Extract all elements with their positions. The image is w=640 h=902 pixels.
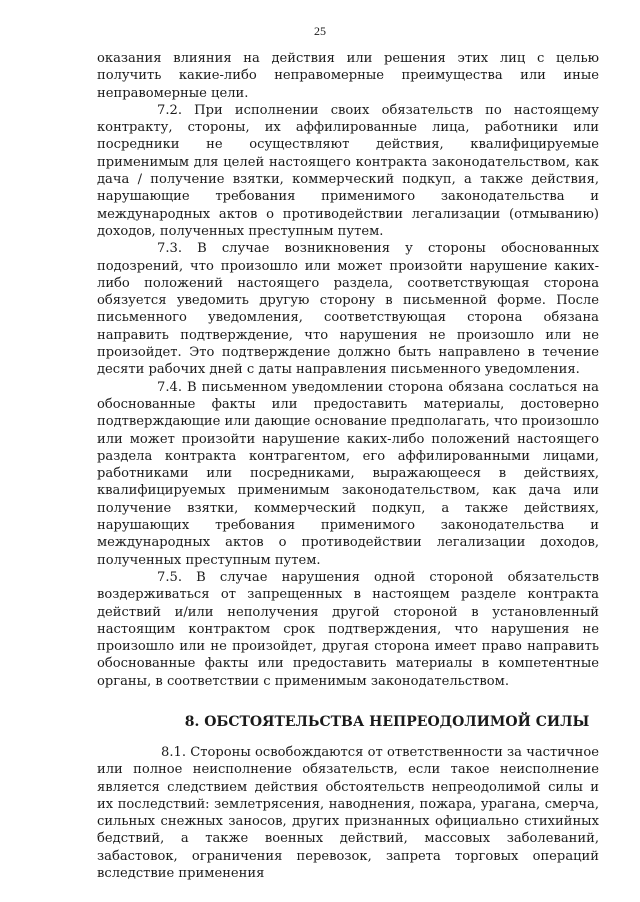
section-heading: 8. ОБСТОЯТЕЛЬСТВА НЕПРЕОДОЛИМОЙ СИЛЫ (184, 713, 590, 730)
paragraph-7-4: 7.4. В письменном уведомлении сторона обязана сослаться на обоснованные факты или предоставить материалы, достоверно подтверждающие или дающие основание предполагать, что произошло или может произойти нарушение каких-либо положений настоящего раздела контракта контрагентом, его аффилированными лицами, работниками или посредниками, выражающееся в действиях, квалифицируемых применимым законодательством, как дача или получение взятки, коммерческий подкуп, а также действиях, нарушающих требования применимого законодательства и международных актов о противодействии легализации доходов, полученных преступным путем. (97, 379, 600, 568)
paragraph-7-3: 7.3. В случае возникновения у стороны обоснованных подозрений, что произошло или может произойти нарушение каких-либо положений настоящего раздела, соответствующая сторона обязуется уведомить другую сторону в письменной форме. После письменного уведомления, соответствующая сторона обязана направить подтверждение, что нарушения не произошло или не произойдет. Это подтверждение должно быть направлено в течение десяти рабочих дней с даты направления письменного уведомления. (97, 241, 599, 378)
paragraph-continuation: оказания влияния на действия или решения этих лиц с целью получить какие-либо неправомерные преимущества или иные неправомерные цели. (97, 51, 599, 101)
paragraph-7-2: 7.2. При исполнении своих обязательств по настоящему контракту, стороны, их аффилированные лица, работники или посредники не осуществляют действия, квалифицируемые применимым для целей настоящего контракта законодательством, как дача / получение взятки, коммерческий подкуп, а также действия, нарушающие требования применимого законодательства и международных актов о противодействии легализации (отмыванию) доходов, полученных преступным путем. (97, 102, 599, 239)
page-content (97, 50, 599, 882)
paragraph-8-1: 8.1. Стороны освобождаются от ответственности за частичное или полное неисполнение обязательств, если такое неисполнение является следствием действия обстоятельств непреодолимой силы и их последствий: землетрясения, наводнения, пожара, урагана, смерча, сильных снежных заносов, других признанных официально стихийных бедствий, а также военных действий, массовых заболеваний, забастовок, ограничения перевозок, запрета торговых операций вследствие применения (97, 744, 599, 882)
paragraph-7-5: 7.5. В случае нарушения одной стороной обязательств воздерживаться от запрещенных в настоящем разделе контракта действий и/или неполучения другой стороной в установленный настоящим контрактом срок подтверждения, что нарушения не произошло или не произойдет, другая сторона имеет право направить обоснованные факты или предоставить материалы в компетентные органы, в соответствии с применимым законодательством. (97, 569, 599, 689)
page-number: 25 (314, 24, 326, 38)
